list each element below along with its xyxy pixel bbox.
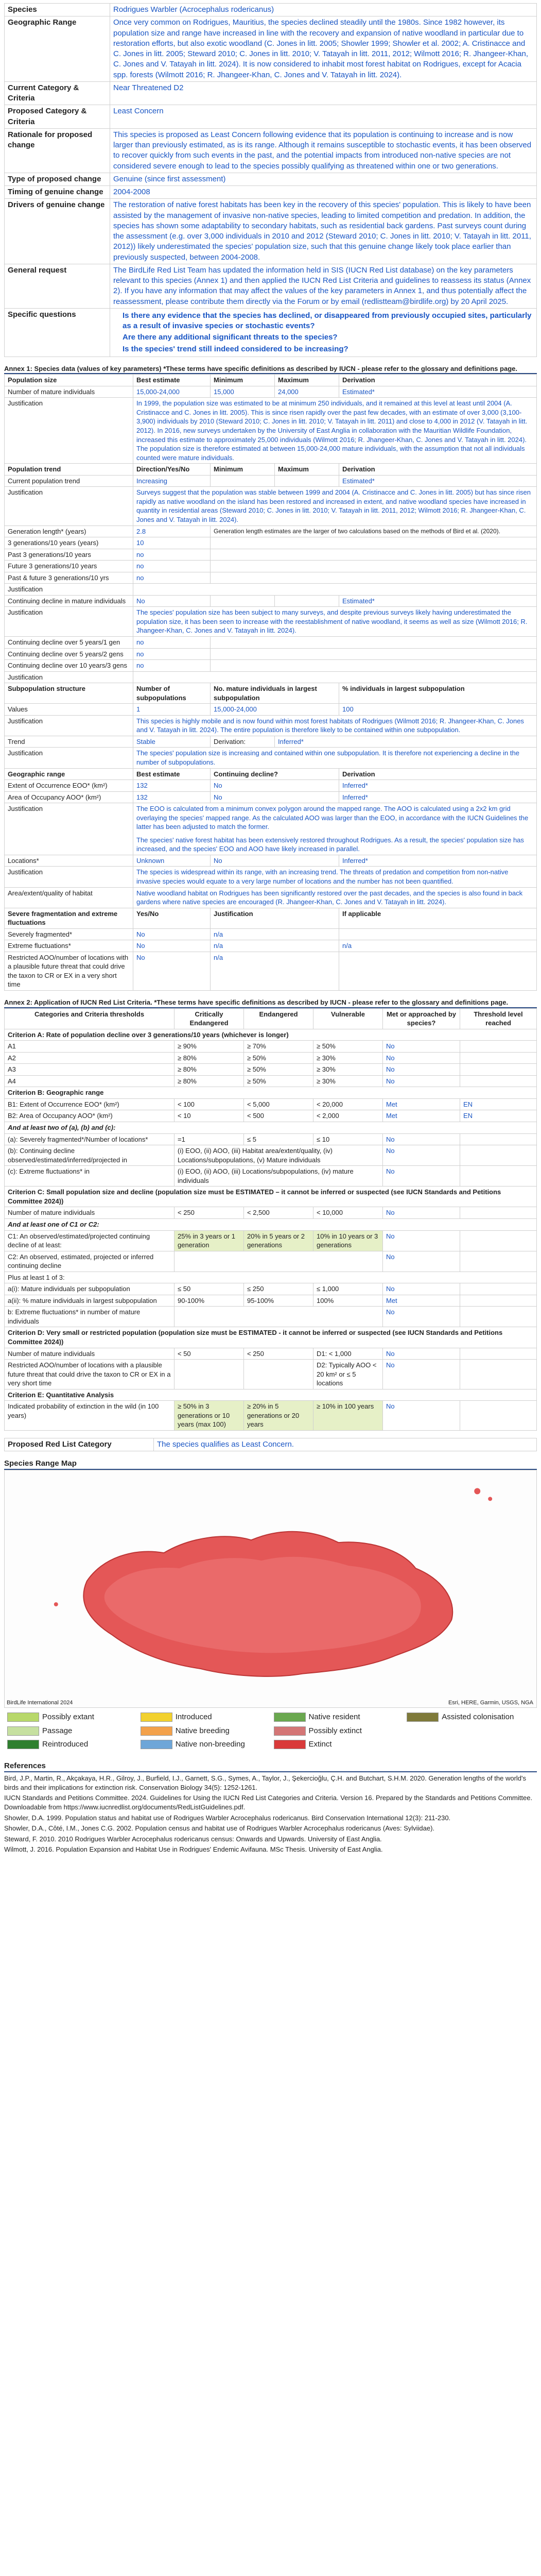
a2-vu: ≥ 30% <box>313 1052 383 1064</box>
mature-label: Number of mature individuals <box>5 386 133 398</box>
legend-swatch <box>274 1740 306 1749</box>
ba-en: ≤ 5 <box>244 1133 313 1145</box>
b1-sp: Met <box>383 1098 460 1110</box>
legend-swatch <box>7 1726 39 1736</box>
cd10-label: Continuing decline over 10 years/3 gens <box>5 660 133 672</box>
cur-trend-label: Current population trend <box>5 475 133 487</box>
gen3-value: 10 <box>133 537 211 549</box>
type-label: Type of proposed change <box>5 173 110 185</box>
ext-value: No <box>133 940 211 952</box>
legend-swatch <box>7 1713 39 1722</box>
d-cr: < 50 <box>174 1348 244 1360</box>
reference-item: Showler, D.A., Côté, I.M., Jones C.G. 2002. Population census and habitat use of Rodrigues Warbler Acrocephalus rodericanus (Aves: Sylviidae). <box>4 1824 435 1833</box>
ba-sp: No <box>383 1133 460 1145</box>
cat-value: Near Threatened D2 <box>110 81 537 105</box>
legend-item <box>7 1739 134 1750</box>
questions <box>110 308 537 357</box>
legend-label: Extinct <box>308 1739 332 1749</box>
c-num-label: Number of mature individuals <box>5 1207 174 1219</box>
d-sp: No <box>383 1348 460 1360</box>
a1-en: ≥ 70% <box>244 1041 313 1053</box>
legend-label: Reintroduced <box>42 1739 89 1749</box>
legend-item <box>407 1726 534 1736</box>
reference-item: IUCN Standards and Petitions Committee. 2024. Guidelines for Using the IUCN Red List Categories and Criteria. Version 16. Prepared by the Standards and Petitions Committee. Downloadable from https://www.iucnredlist.org/documents/RedListGuidelines.pdf. <box>4 1794 533 1811</box>
legend-item <box>141 1726 268 1736</box>
cont-decline-label: Continuing decline in mature individuals <box>5 595 133 607</box>
bb-sp: No <box>383 1145 460 1166</box>
a3-vu: ≥ 30% <box>313 1064 383 1076</box>
cont-decline-derivation: Estimated* <box>339 595 537 607</box>
locations-derivation: Inferred* <box>339 855 537 867</box>
e-label: Indicated probability of extinction in the wild (in 100 years) <box>5 1401 174 1431</box>
a2-sp: No <box>383 1052 460 1064</box>
annex2-title: Annex 2: Application of IUCN Red List Criteria. *These terms have specific definitions as described by IUCN - please refer to the glossary and definitions page. <box>4 998 537 1008</box>
c2a-vu: ≤ 1,000 <box>313 1283 383 1295</box>
c1-label: C1: An observed/estimated/projected continuing decline of at least: <box>5 1230 174 1251</box>
b2-sp: Met <box>383 1110 460 1122</box>
col-cont-decline: Continuing decline? <box>211 768 339 780</box>
a3-label: A3 <box>5 1064 174 1076</box>
d2-sp: No <box>383 1360 460 1389</box>
q-label: Specific questions <box>5 308 110 357</box>
legend-swatch <box>141 1713 172 1722</box>
legend-swatch <box>141 1740 172 1749</box>
cd2-label: Continuing decline over 5 years/2 gens <box>5 648 133 660</box>
rat-value: This species is proposed as Least Concern following evidence that its population is continuing to increase and is now larger than previously estimated, as is its range. Although it remains susceptible to stochastic events, it has been observed to recover quickly from such events in the past, and the potential impacts from introduced non-native species are not considered severe enough to lead to the species possibly qualifying as threatened within one or two generations. <box>110 128 537 173</box>
c1-en: 20% in 5 years or 2 generations <box>244 1230 313 1251</box>
a4-sp: No <box>383 1075 460 1087</box>
bc-sp: No <box>383 1166 460 1187</box>
drivers-value: The restoration of native forest habitats has been key in the recovery of this species' population. This is likely to have been assisted by the management of invasive non-native species, leading to limited competition and predation. In addition, the species has shown some adaptability to secondary habitats, such as residential back gardens. Past surveys count during the assessment (e.g. over 3,000 individuals in 2010 and 2012 (Steward 2010; C. Jones in litt. 2010; V. Tatayah in litt. 2011, 2012)) likely underestimated the species' population size, such that this genuine change likely took place earlier than previously suspected, between 2004-2008. <box>110 199 537 264</box>
c-vu: < 10,000 <box>313 1207 383 1219</box>
mature-min: 15,000 <box>211 386 275 398</box>
sev-label: Severely fragmented* <box>5 928 133 940</box>
locations-justification: The species is widespread within its range, with an increasing trend. The threats of predation and competition from non-native invasive species would equate to a very large number of locations and the number has not been quantified. <box>133 867 537 887</box>
gen3-label: 3 generations/10 years (years) <box>5 537 133 549</box>
c2b-cr: 90-100% <box>174 1295 244 1307</box>
crit-d: Criterion D: Very small or restricted population (population size must be ESTIMATED - it cannot be inferred or suspected (see IUCN Standards and Petitions Committee 2024)) <box>5 1327 537 1348</box>
d2-vu: D2: Typically AOO < 20 km² or ≤ 5 locations <box>313 1360 383 1389</box>
col-yesno: Yes/No <box>133 908 211 928</box>
question-2: Are there any additional significant threats to the species? <box>123 333 338 342</box>
c1-vu: 10% in 10 years or 3 generations <box>313 1230 383 1251</box>
col-derivation: Derivation <box>339 375 537 386</box>
sub-heading: Subpopulation structure <box>5 683 133 704</box>
c2a-label: a(i): Mature individuals per subpopulation <box>5 1283 174 1295</box>
just-label-9: Justification <box>5 867 133 887</box>
c2a-en: ≤ 250 <box>244 1283 313 1295</box>
bc-value: (i) EOO, (ii) AOO, (iii) Locations/subpopulations, (iv) mature individuals <box>174 1166 383 1187</box>
legend-label: Assisted colonisation <box>442 1713 514 1722</box>
ba-label: (a): Severely fragmented*/Number of locations* <box>5 1133 174 1145</box>
values-label: Values <box>5 704 133 716</box>
just-label-2: Justification <box>5 487 133 526</box>
cont-justification: The species' population size has been subject to many surveys, and despite previous surveys likely having underestimated the population size, it has been seen to increase with the reestablishment of native woodland, it seems as well as size (Wilmott 2016; R. Jhangeer-Khan, C. Jones and V. Tatayah in litt. 2024). <box>133 607 537 637</box>
c2c-label: b: Extreme fluctuations* in number of mature individuals <box>5 1307 174 1327</box>
map-credit-left: BirdLife International 2024 <box>7 1699 73 1706</box>
sub-largest-value: 15,000-24,000 <box>211 704 339 716</box>
ext-just: n/a <box>211 940 339 952</box>
legend-label: Passage <box>42 1726 73 1735</box>
mature-derivation: Estimated* <box>339 386 537 398</box>
timing-label: Timing of genuine change <box>5 186 110 199</box>
col-ifapp: If applicable <box>339 908 537 928</box>
species-label: Species <box>5 4 110 16</box>
col-max: Maximum <box>275 375 339 386</box>
pf3-value: no <box>133 572 211 584</box>
ext-label: Extreme fluctuations* <box>5 940 133 952</box>
col-direction: Direction/Yes/No <box>133 464 211 476</box>
c-sp: No <box>383 1207 460 1219</box>
restr-value: No <box>133 952 211 990</box>
frag-heading: Severe fragmentation and extreme fluctuations <box>5 908 133 928</box>
just-label-5: Justification <box>5 671 133 683</box>
proposed-table <box>4 1438 537 1451</box>
locations-value: Unknown <box>133 855 211 867</box>
d-en: < 250 <box>244 1348 313 1360</box>
col-best: Best estimate <box>133 375 211 386</box>
aoo-decline: No <box>211 791 339 803</box>
legend-item <box>7 1712 134 1722</box>
range-justification <box>133 803 537 855</box>
fut3-label: Future 3 generations/10 years <box>5 561 133 572</box>
question-3: Is the species' trend still indeed considered to be increasing? <box>123 344 348 353</box>
cd5-value: no <box>133 636 211 648</box>
c2a-cr: ≤ 50 <box>174 1283 244 1295</box>
col-sub-pct: % individuals in largest subpopulation <box>339 683 537 704</box>
aoo-derivation: Inferred* <box>339 791 537 803</box>
c2-sp: No <box>383 1251 460 1272</box>
b1-th: EN <box>460 1098 537 1110</box>
bb-label: (b): Continuing decline observed/estimated/inferred/projected in <box>5 1145 174 1166</box>
col-sub-num: Number of subpopulations <box>133 683 211 704</box>
gen-value: The BirdLife Red List Team has updated the information held in SIS (IUCN Red List database) on the key parameters relevant to this species (Annex 1) and then applied the IUCN Red List Criteria and guidelines to reassess its status (Annex 2). If you have any information that may affect the values of the key parameters in Annex 1, and thus potentially affect the reassessment, please contribute them directly via the Forum or by email (redlistteam@birdlife.org) by 20 April 2025. <box>110 264 537 308</box>
c2c-sp: No <box>383 1307 460 1327</box>
mature-best: 15,000-24,000 <box>133 386 211 398</box>
annex1-title: Annex 1: Species data (values of key parameters) *These terms have specific definitions as described by IUCN - please refer to the glossary and definitions page. <box>4 364 537 375</box>
crit-b: Criterion B: Geographic range <box>5 1087 537 1099</box>
bb-value: (i) EOO, (ii) AOO, (iii) Habitat area/extent/quality, (iv) Locations/subpopulations, (v) Mature individuals <box>174 1145 383 1166</box>
references-list <box>4 1774 537 1854</box>
map-title: Species Range Map <box>4 1459 537 1470</box>
prop-label: Proposed Category & Criteria <box>5 105 110 129</box>
c2b-vu: 100% <box>313 1295 383 1307</box>
map-svg <box>5 1470 536 1707</box>
sub-trend-value: Stable <box>133 736 211 748</box>
b-and: And at least two of (a), (b) and (c): <box>5 1122 537 1134</box>
d-num-label: Number of mature individuals <box>5 1348 174 1360</box>
b2-th: EN <box>460 1110 537 1122</box>
reference-item: Showler, D.A. 1999. Population status and habitat use of Rodrigues Warbler Acrocephalus rodericanus. Bird Conservation International 12(3): 211-230. <box>4 1814 451 1822</box>
gen-length-note: Generation length estimates are the larger of two calculations based on the methods of Bird et al. (2020). <box>211 526 537 537</box>
area-justification: Native woodland habitat on Rodrigues has been significantly restored over the past decades, and the species is also found in back gardens where native species are encouraged (R. Jhangeer-Khan, C. Jones and V. Tatayah in litt. 2024). <box>133 887 537 908</box>
georange-heading: Geographic range <box>5 768 133 780</box>
legend-item <box>407 1712 534 1722</box>
crit-e: Criterion E: Quantitative Analysis <box>5 1389 537 1401</box>
sub-num-value: 1 <box>133 704 211 716</box>
aoo-label: Area of Occupancy AOO* (km²) <box>5 791 133 803</box>
a4-en: ≥ 50% <box>244 1075 313 1087</box>
crit-a: Criterion A: Rate of population decline over 3 generations/10 years (whichever is longer) <box>5 1029 537 1041</box>
past3-label: Past 3 generations/10 years <box>5 549 133 561</box>
prop-value: Least Concern <box>110 105 537 129</box>
b1-vu: < 20,000 <box>313 1098 383 1110</box>
sev-value: No <box>133 928 211 940</box>
ba-vu: ≤ 10 <box>313 1133 383 1145</box>
cd10-value: no <box>133 660 211 672</box>
proposed-value: The species qualifies as Least Concern. <box>154 1438 537 1451</box>
just-label-8: Justification <box>5 803 133 855</box>
fut3-value: no <box>133 561 211 572</box>
sub-deriv-value: Inferred* <box>275 736 537 748</box>
reference-item: Bird, J.P., Martin, R., Akçakaya, H.R., Gilroy, J., Burfield, I.J., Garnett, S.G., Symes, A., Taylor, J., Şekercioğlu, Ç.H. and Butchart, S.H.M. 2020. Generation lengths of the world's birds and their implications for extinction risk. Conservation Biology 34(5): 1252-1261. <box>4 1774 527 1791</box>
b1-en: < 5,000 <box>244 1098 313 1110</box>
b2-label: B2: Area of Occupancy AOO* (km²) <box>5 1110 174 1122</box>
a1-label: A1 <box>5 1041 174 1053</box>
area-label: Area/extent/quality of habitat <box>5 887 133 908</box>
c-and: And at least one of C1 or C2: <box>5 1218 537 1230</box>
a2-label: A2 <box>5 1052 174 1064</box>
legend-item <box>407 1739 534 1750</box>
c2-label: C2: An observed, estimated, projected or inferred continuing decline <box>5 1251 174 1272</box>
legend-item <box>274 1726 401 1736</box>
type-value: Genuine (since first assessment) <box>110 173 537 185</box>
col-cr: Critically Endangered <box>174 1008 244 1029</box>
c-cr: < 250 <box>174 1207 244 1219</box>
just-label-7: Justification <box>5 748 133 768</box>
bc-label: (c): Extreme fluctuations* in <box>5 1166 174 1187</box>
c-en: < 2,500 <box>244 1207 313 1219</box>
legend-item <box>141 1712 268 1722</box>
pop-justification: In 1999, the population size was estimated to be at minimum 250 individuals, and it remained at this level at least until 2004 (A. Cristinacce and C. Jones in litt. 2005). This is since risen rapidly over the past few decades, with an estimate of over 3,000 (3,100-3,900) individuals by 2010 (Steward 2010; C. Jones in litt. 2010; V. Tatayah in litt. 2011) and close to 4,000 in 2012 (V. Tatayah in litt. 2012). In 2016, new surveys undertaken by the University of East Anglia in collaboration with the Mauritian Wildlife Foundation, increased this estimate to approximately 25,000 individuals (Wilmott 2016; R. Jhangeer-Khan, C. Jones and V. Tatayah in litt. 2024). The population size is therefore estimated at between 15,000-24,000 mature individuals, with the assumption that not all individuals counted were mature individuals. <box>133 398 537 464</box>
a1-vu: ≥ 50% <box>313 1041 383 1053</box>
page <box>4 3 537 1856</box>
restr-just: n/a <box>211 952 339 990</box>
crit-c: Criterion C: Small population size and decline (population size must be ESTIMATED – it cannot be inferred or suspected (see IUCN Standards and Petitions Committee 2024)) <box>5 1187 537 1207</box>
c-plus: Plus at least 1 of 3: <box>5 1272 537 1283</box>
cont-decline-value: No <box>133 595 211 607</box>
gen-length-label: Generation length* (years) <box>5 526 133 537</box>
aoo-value: 132 <box>133 791 211 803</box>
drivers-label: Drivers of genuine change <box>5 199 110 264</box>
geo-value: Once very common on Rodrigues, Mauritius, the species declined steadily until the 1980s. Since 1982 however, its population size and range have increased in line with the recovery and expansion of native woodland in particular due to restoration efforts, but also exotic woodland (C. Jones in litt. 2005; Showler 1999; Showler et al. 2002; A. Cristinacce and C. Jones in litt. 2005; Steward 2010; C. Jones in litt. 2010; V. Tatayah in litt. 2011, 2012; Wilmott 2016; R. Jhangeer-Khan, C. Jones and V. Tatayah in litt. 2024). It is now considered to inhabit most forest habitat on Rodrigues, except for Acacia spp. forests (Wilmott 2016; R. Jhangeer-Khan, C. Jones and V. Tatayah in litt. 2024). <box>110 16 537 82</box>
summary-table <box>4 3 537 357</box>
legend-label: Native breeding <box>175 1726 230 1735</box>
b2-cr: < 10 <box>174 1110 244 1122</box>
geo-label: Geographic Range <box>5 16 110 82</box>
b1-label: B1: Extent of Occurrence EOO* (km²) <box>5 1098 174 1110</box>
col-cat: Categories and Criteria thresholds <box>5 1008 174 1029</box>
legend-item <box>274 1739 401 1750</box>
c2b-label: a(ii): % mature individuals in largest subpopulation <box>5 1295 174 1307</box>
map-credit-right: Esri, HERE, Garmin, USGS, NGA <box>448 1699 533 1706</box>
sev-just: n/a <box>211 928 339 940</box>
a1-sp: No <box>383 1041 460 1053</box>
legend-swatch <box>274 1713 306 1722</box>
c2a-sp: No <box>383 1283 460 1295</box>
pf3-label: Past & future 3 generations/10 yrs <box>5 572 133 584</box>
b1-cr: < 100 <box>174 1098 244 1110</box>
trend-justification: Surveys suggest that the population was stable between 1999 and 2004 (A. Cristinacce and C. Jones in litt. 2005) but has since risen rapidly as native woodland on the island has been restored and increased in extent, and native woodland species have increased in quantity in residential areas (Steward 2010; C. Jones in litt. 2010; V. Tatayah in litt. 2011, 2012; Wilmott 2016; R. Jhangeer-Khan, C. Jones and V. Tatayah in litt. 2024). <box>133 487 537 526</box>
legend-item <box>274 1712 401 1722</box>
cur-trend-derivation: Estimated* <box>339 475 537 487</box>
proposed-label: Proposed Red List Category <box>5 1438 154 1451</box>
timing-value: 2004-2008 <box>110 186 537 199</box>
legend-swatch <box>7 1740 39 1749</box>
d-vu: D1: < 1,000 <box>313 1348 383 1360</box>
legend-label: Possibly extinct <box>308 1726 362 1735</box>
col-derivation-2: Derivation <box>339 464 537 476</box>
cat-label: Current Category & Criteria <box>5 81 110 105</box>
a3-sp: No <box>383 1064 460 1076</box>
cd5-label: Continuing decline over 5 years/1 gen <box>5 636 133 648</box>
cur-trend-value: Increasing <box>133 475 211 487</box>
sub-trend-justification: The species' population size is increasing and contained within one subpopulation. It is therefore not experiencing a decline in the number of subpopulations. <box>133 748 537 768</box>
eoo-value: 132 <box>133 780 211 792</box>
eoo-decline: No <box>211 780 339 792</box>
ext-applicable: n/a <box>339 940 537 952</box>
col-min: Minimum <box>211 375 275 386</box>
a4-cr: ≥ 80% <box>174 1075 244 1087</box>
col-en: Endangered <box>244 1008 313 1029</box>
restr-label: Restricted AOO/number of locations with a plausible future threat that could drive the taxon to CR or EX in a very short time <box>5 952 133 990</box>
locations-decline: No <box>211 855 339 867</box>
a4-label: A4 <box>5 1075 174 1087</box>
col-derivation-3: Derivation <box>339 768 537 780</box>
eoo-label: Extent of Occurrence EOO* (km²) <box>5 780 133 792</box>
sub-trend-label: Trend <box>5 736 133 748</box>
e-sp: No <box>383 1401 460 1431</box>
col-sp: Met or approached by species? <box>383 1008 460 1029</box>
mature-max: 24,000 <box>275 386 339 398</box>
legend-swatch <box>141 1726 172 1736</box>
col-max-2: Maximum <box>275 464 339 476</box>
legend-swatch <box>274 1726 306 1736</box>
legend-label: Introduced <box>175 1713 212 1722</box>
c1-sp: No <box>383 1230 460 1251</box>
a3-cr: ≥ 80% <box>174 1064 244 1076</box>
sub-justification: This species is highly mobile and is now found within most forest habitats of Rodrigues (Wilmott 2016; R. Jhangeer-Khan, C. Jones and V. Tatayah in litt. 2024). The entire population is therefore likely to be contained within one subpopulation. <box>133 715 537 736</box>
col-sub-largest: No. mature individuals in largest subpopulation <box>211 683 339 704</box>
range-map <box>4 1470 537 1708</box>
cd2-value: no <box>133 648 211 660</box>
e-cr: ≥ 50% in 3 generations or 10 years (max 100) <box>174 1401 244 1431</box>
just-label-6: Justification <box>5 715 133 736</box>
legend-item <box>141 1739 268 1750</box>
b2-en: < 500 <box>244 1110 313 1122</box>
ba-cr: =1 <box>174 1133 244 1145</box>
legend-label: Native resident <box>308 1713 360 1722</box>
legend-item <box>7 1726 134 1736</box>
c1-cr: 25% in 3 years or 1 generation <box>174 1230 244 1251</box>
a2-en: ≥ 50% <box>244 1052 313 1064</box>
gen-label: General request <box>5 264 110 308</box>
just-label-4: Justification <box>5 607 133 637</box>
just-label: Justification <box>5 398 133 464</box>
col-best-2: Best estimate <box>133 768 211 780</box>
gen-length-value: 2.8 <box>133 526 211 537</box>
locations-label: Locations* <box>5 855 133 867</box>
legend-label: Native non-breeding <box>175 1739 245 1749</box>
annex1-table <box>4 374 537 991</box>
past3-value: no <box>133 549 211 561</box>
sub-pct-value: 100 <box>339 704 537 716</box>
trend-heading: Population trend <box>5 464 133 476</box>
a4-vu: ≥ 30% <box>313 1075 383 1087</box>
a2-cr: ≥ 80% <box>174 1052 244 1064</box>
map-legend <box>4 1708 537 1754</box>
c2b-sp: Met <box>383 1295 460 1307</box>
question-1: Is there any evidence that the species has declined, or disappeared from previously occupied sites, particularly as a result of invasive species or stochastic events? <box>123 311 532 330</box>
d2-label: Restricted AOO/number of locations with a plausible future threat that could drive the taxon to CR or EX in a very short time <box>5 1360 174 1389</box>
a1-cr: ≥ 90% <box>174 1041 244 1053</box>
col-justif: Justification <box>211 908 339 928</box>
pop-size-heading: Population size <box>5 375 133 386</box>
e-en: ≥ 20% in 5 generations or 20 years <box>244 1401 313 1431</box>
annex2-table <box>4 1008 537 1431</box>
col-min-2: Minimum <box>211 464 275 476</box>
references-title: References <box>4 1761 537 1772</box>
range-just-p2: The species' native forest habitat has been extensively restored throughout Rodrigues. As a result, the species' population size has increased, and the species' EOO and AOO have likely increased in parallel. <box>136 836 524 853</box>
legend-swatch <box>407 1713 439 1722</box>
species-value: Rodrigues Warbler (Acrocephalus rodericanus) <box>110 4 537 16</box>
sub-deriv-label: Derivation: <box>211 736 275 748</box>
range-just-p1: The EOO is calculated from a minimum convex polygon around the mapped range. The AOO is calculated using a 2x2 km grid overlaying the species' mapped range. As the calculated AOO was larger than the EOO, in accordance with the IUCN Guidelines the latter has been adjusted to match the former. <box>136 805 529 831</box>
reference-item: Steward, F. 2010. 2010 Rodrigues Warbler Acrocephalus rodericanus census: Onwards and Upwards. University of East Anglia. <box>4 1835 382 1843</box>
reference-item: Wilmott, J. 2016. Population Expansion and Habitat Use in Rodrigues' Endemic Avifauna. MSc Thesis. University of East Anglia. <box>4 1845 383 1854</box>
legend-label: Possibly extant <box>42 1713 94 1722</box>
rat-label: Rationale for proposed change <box>5 128 110 173</box>
b2-vu: < 2,000 <box>313 1110 383 1122</box>
col-th: Threshold level reached <box>460 1008 537 1029</box>
just-label-3: Justification <box>5 584 133 596</box>
col-vu: Vulnerable <box>313 1008 383 1029</box>
eoo-derivation: Inferred* <box>339 780 537 792</box>
a3-en: ≥ 50% <box>244 1064 313 1076</box>
c2b-en: 95-100% <box>244 1295 313 1307</box>
e-vu: ≥ 10% in 100 years <box>313 1401 383 1431</box>
